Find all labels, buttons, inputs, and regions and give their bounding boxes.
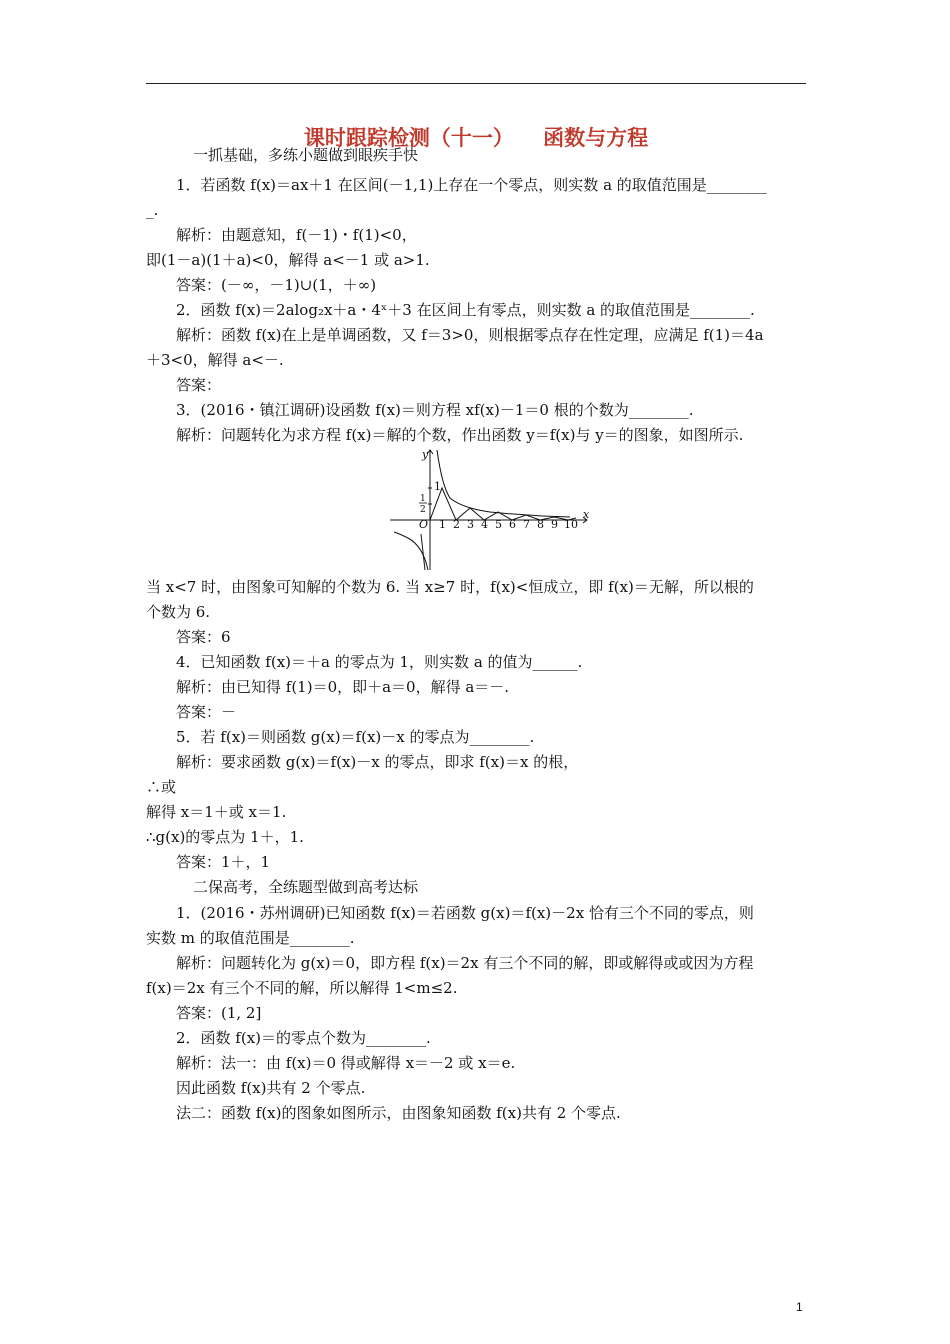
half-denominator: 2 xyxy=(420,505,426,515)
one-label: 1 xyxy=(434,480,441,493)
solution-line: ∴或 xyxy=(146,778,177,796)
x-tick-label: 7 xyxy=(523,518,530,531)
solution-line: 解析：函数 f(x)在上是单调函数，又 f＝3>0，则根据零点存在性定理，应满足 f(1)＝4a xyxy=(176,326,764,344)
problem-line: 1．若函数 f(x)＝ax＋1 在区间(－1,1)上存在一个零点，则实数 a 的取值范围是________ xyxy=(176,176,767,194)
answer-line: 答案：(1, 2] xyxy=(176,1004,262,1022)
function-graph-figure xyxy=(390,446,590,571)
answer-line: 答案： xyxy=(176,376,222,394)
solution-line: 解析：问题转化为 g(x)＝0，即方程 f(x)＝2x 有三个不同的解，即或解得或或因为方程 xyxy=(176,954,754,972)
x-tick-label: 4 xyxy=(481,518,488,531)
x-tick-label: 9 xyxy=(551,518,558,531)
solution-line: 个数为 6. xyxy=(146,603,211,621)
section-heading-2: 二保高考，全练题型做到高考达标 xyxy=(193,878,419,896)
problem-line: 1．(2016・苏州调研)已知函数 f(x)＝若函数 g(x)＝f(x)－2x 恰有三个不同的零点，则 xyxy=(176,904,754,922)
solution-line: 解得 x＝1＋或 x＝1. xyxy=(146,803,287,821)
header-rule xyxy=(146,83,806,84)
problem-line: 实数 m 的取值范围是________. xyxy=(146,929,355,947)
answer-line: 答案：6 xyxy=(176,628,231,646)
page-title: 课时跟踪检测（十一） 函数与方程 xyxy=(303,126,649,150)
solution-line: 解析：要求函数 g(x)＝f(x)－x 的零点，即求 f(x)＝x 的根， xyxy=(176,753,579,771)
curve-piecewise xyxy=(430,488,576,520)
half-numerator: 1 xyxy=(420,494,426,504)
solution-line: 因此函数 f(x)共有 2 个零点. xyxy=(176,1079,366,1097)
curve-reciprocal xyxy=(437,450,570,517)
x-tick-label: 2 xyxy=(453,518,460,531)
answer-line: 答案：(－∞，－1)∪(1，＋∞) xyxy=(176,276,377,294)
x-tick-label: 8 xyxy=(537,518,544,531)
solution-line: 解析：由题意知，f(－1)・f(1)<0， xyxy=(176,226,417,244)
problem-line: 5．若 f(x)＝则函数 g(x)＝f(x)－x 的零点为________. xyxy=(176,728,535,746)
origin-label: O xyxy=(419,518,429,531)
problem-line: 2．函数 f(x)＝2alog₂x＋a・4ˣ＋3 在区间上有零点，则实数 a 的取值范围是________. xyxy=(176,301,755,319)
solution-line: 解析：法一：由 f(x)＝0 得或解得 x＝－2 或 x＝e. xyxy=(176,1054,516,1072)
problem-line: 3．(2016・镇江调研)设函数 f(x)＝则方程 xf(x)－1＝0 根的个数为________. xyxy=(176,401,694,419)
solution-line: ＋3<0，解得 a<－. xyxy=(146,351,284,369)
x-axis-label: x xyxy=(583,508,590,521)
x-tick-label: 1 xyxy=(439,518,446,531)
x-tick-label: 6 xyxy=(509,518,516,531)
solution-line: 法二：函数 f(x)的图象如图所示，由图象知函数 f(x)共有 2 个零点. xyxy=(176,1104,621,1122)
problem-line: _. xyxy=(146,201,159,219)
answer-line: 答案：1＋，1 xyxy=(176,853,271,871)
solution-line: f(x)＝2x 有三个不同的解，所以解得 1<m≤2. xyxy=(146,979,458,997)
x-tick-label: 5 xyxy=(495,518,502,531)
problem-line: 2．函数 f(x)＝的零点个数为________. xyxy=(176,1029,431,1047)
solution-line: 即(1－a)(1＋a)<0，解得 a<－1 或 a>1. xyxy=(146,251,430,269)
problem-line: 4．已知函数 f(x)＝＋a 的零点为 1，则实数 a 的值为______. xyxy=(176,653,583,671)
x-tick-label: 10 xyxy=(564,518,578,531)
solution-line: 当 x<7 时，由图象可知解的个数为 6. 当 x≥7 时，f(x)<恒成立，即 f(x)＝无解，所以根的 xyxy=(146,578,754,596)
x-tick-label: 3 xyxy=(467,518,474,531)
solution-line: 解析：由已知得 f(1)＝0，即＋a＝0，解得 a＝－. xyxy=(176,678,510,696)
y-axis-label: y xyxy=(422,448,429,461)
section-heading-1: 一抓基础，多练小题做到眼疾手快 xyxy=(193,146,419,164)
page-number: 1 xyxy=(796,1300,803,1314)
answer-line: 答案：－ xyxy=(176,703,237,721)
solution-line: 解析：问题转化为求方程 f(x)＝解的个数，作出函数 y＝f(x)与 y＝的图象，如图所示. xyxy=(176,426,744,444)
solution-line: ∴g(x)的零点为 1＋，1. xyxy=(146,828,304,846)
